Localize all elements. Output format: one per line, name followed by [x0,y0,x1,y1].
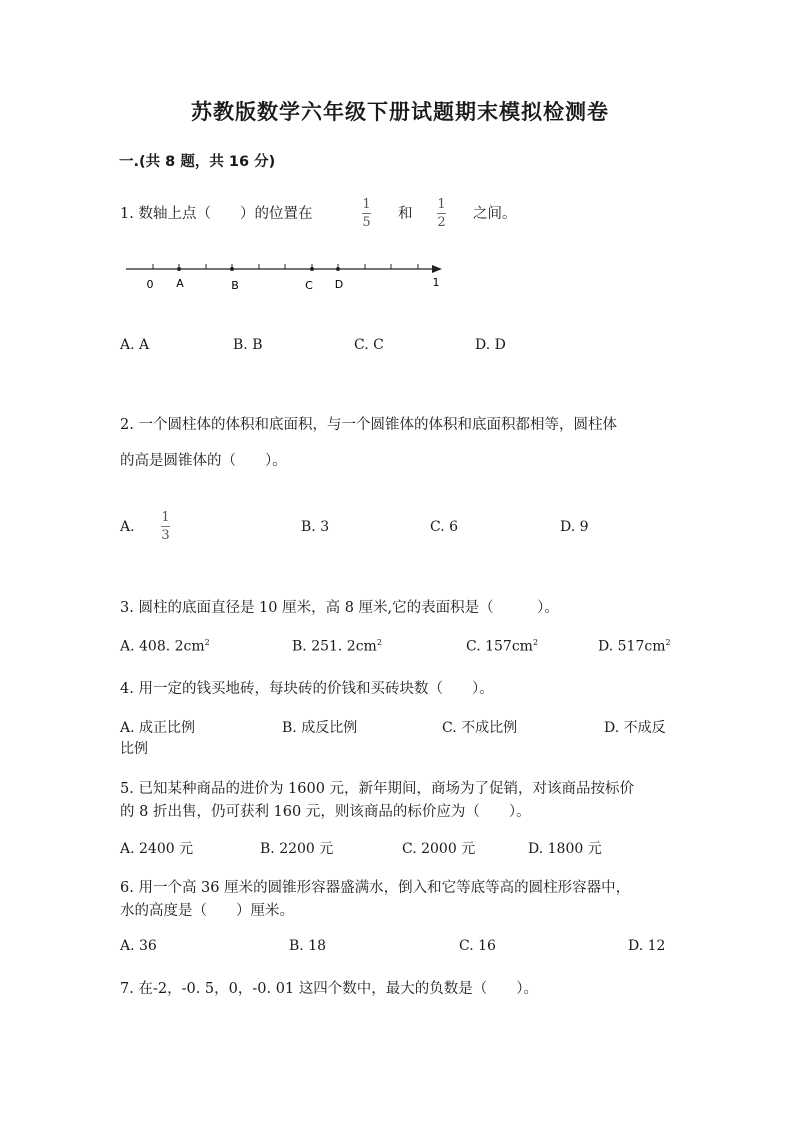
fraction-bar [161,526,170,527]
q2-option-d[interactable]: D. 9 [560,519,589,535]
q1-fraction-2 [437,197,446,230]
q4-option-b[interactable]: B. 成反比例 [282,720,358,736]
q3-option-c[interactable] [466,638,538,655]
label-one: 1 [432,276,440,289]
q2-option-a-fraction [161,510,170,543]
q1-option-d[interactable]: D. D [475,337,506,353]
q2-option-a-prefix: A. [120,519,135,535]
q5-stem-line2: 的 8 折出售，仍可获利 160 元，则该商品的标价应为（ ）。 [120,804,531,820]
q1-option-b[interactable]: B. B [233,337,263,353]
number-line-ticks [153,264,418,269]
point-a-dot [177,267,181,271]
q1-frac1-denominator: 5 [362,215,371,230]
q3-option-d-text: D. 517cm [598,638,666,655]
q2-option-c[interactable]: C. 6 [430,519,459,535]
section-header: 一.(共 8 题，共 16 分) [119,154,276,170]
unit-superscript: 2 [665,638,671,647]
label-zero: 0 [146,278,154,291]
label-point-a: A [176,277,184,290]
q3-option-a[interactable] [120,638,210,655]
point-c-dot [310,267,314,271]
q5-option-b[interactable]: B. 2200 元 [260,841,334,857]
unit-superscript: 2 [532,638,539,647]
unit-superscript: 2 [376,638,382,647]
q1-number-line [120,255,450,295]
fraction-bar [362,213,371,214]
q5-option-a[interactable]: A. 2400 元 [120,841,194,857]
point-b-dot [230,267,234,271]
q1-frac2-numerator: 1 [437,197,446,212]
q2-option-b[interactable]: B. 3 [301,519,330,535]
q1-stem-a: 1. 数轴上点（ ）的位置在 [120,206,313,222]
q5-option-c[interactable]: C. 2000 元 [402,841,476,857]
q1-option-a[interactable]: A. A [120,337,150,353]
q1-frac2-denominator: 2 [437,215,446,230]
point-d-dot [336,267,340,271]
q6-option-a[interactable]: A. 36 [120,938,157,954]
q4-option-c[interactable]: C. 不成比例 [442,720,518,736]
q1-frac1-numerator: 1 [362,197,371,212]
q5-option-d[interactable]: D. 1800 元 [528,841,602,857]
unit-superscript: 2 [204,638,210,647]
q2-stem-line1: 2. 一个圆柱体的体积和底面积，与一个圆锥体的体积和底面积都相等，圆柱体 [120,417,617,433]
number-line-arrow [432,265,442,273]
q3-option-a-text: A. 408. 2cm [120,638,205,655]
q4-option-d[interactable]: D. 不成反 [604,720,666,736]
fraction-bar [437,213,446,214]
q2-stem-line2: 的高是圆锥体的（ ）。 [120,453,287,469]
q3-option-d[interactable] [598,638,671,655]
q6-option-b[interactable]: B. 18 [289,938,327,954]
q6-option-d[interactable]: D. 12 [628,938,666,954]
q1-option-c[interactable]: C. C [354,337,384,353]
q5-stem-line1: 5. 已知某种商品的进价为 1600 元，新年期间，商场为了促销，对该商品按标价 [120,781,635,797]
q6-stem-line1: 6. 用一个高 36 厘米的圆锥形容器盛满水，倒入和它等底等高的圆柱形容器中， [120,880,631,896]
q1-and: 和 [398,206,413,222]
q3-option-c-text: C. 157cm [466,638,533,655]
q2-frac-denominator: 3 [161,528,170,543]
label-point-b: B [231,279,239,292]
q1-stem-b: 之间。 [473,206,517,222]
q4-option-d-wrap: 比例 [120,741,148,757]
q6-stem-line2: 水的高度是（ ）厘米。 [120,903,294,919]
q2-frac-numerator: 1 [161,510,170,525]
q6-option-c[interactable]: C. 16 [459,938,496,954]
label-point-c: C [305,279,313,292]
q7-stem: 7. 在-2，-0. 5，0，-0. 01 这四个数中，最大的负数是（ ）。 [120,981,539,997]
q3-option-b[interactable] [292,638,382,655]
q2-option-a[interactable] [120,519,135,535]
q4-option-a[interactable]: A. 成正比例 [120,720,196,736]
q4-stem: 4. 用一定的钱买地砖，每块砖的价钱和买砖块数（ ）。 [120,681,494,697]
page-title: 苏教版数学六年级下册试题期末模拟检测卷 [191,100,609,124]
label-point-d: D [334,278,344,291]
q1-fraction-1 [362,197,371,230]
q3-stem: 3. 圆柱的底面直径是 10 厘米，高 8 厘米,它的表面积是（ ）。 [120,600,559,616]
q3-option-b-text: B. 251. 2cm [292,638,377,655]
